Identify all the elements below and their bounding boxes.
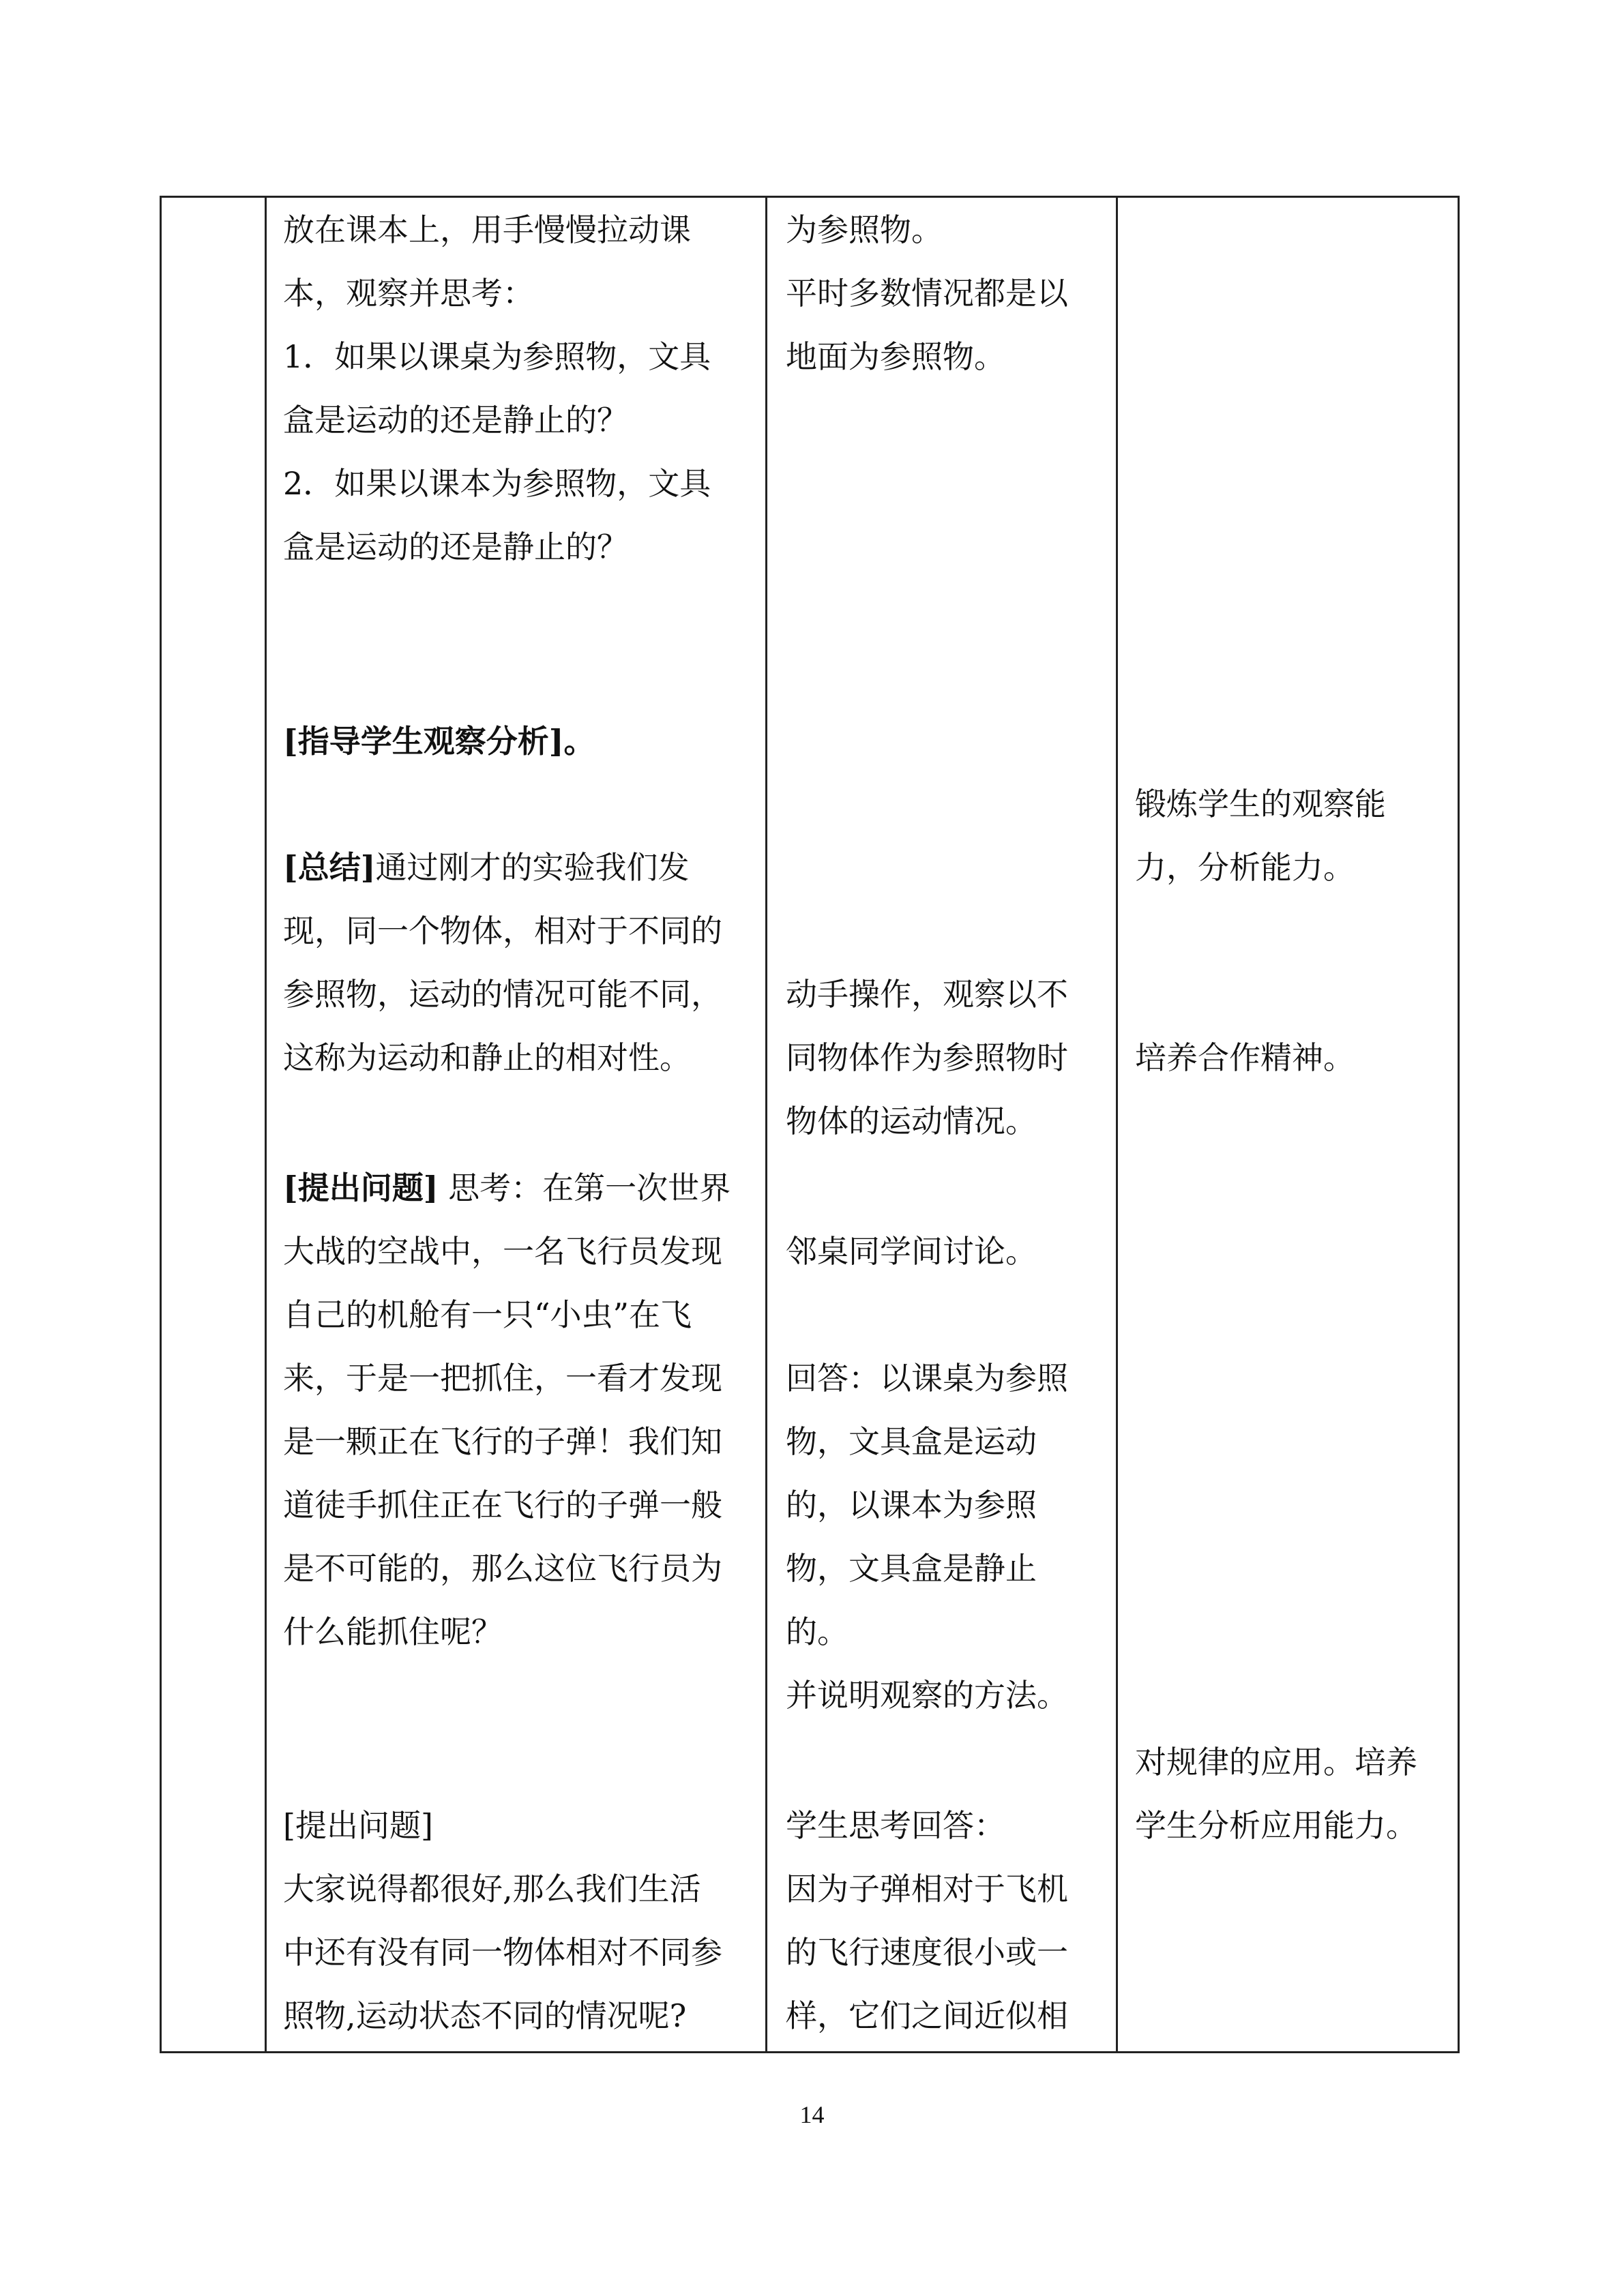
question-line (283, 1167, 730, 1208)
text-line: 同物体作为参照物时 (786, 1039, 1068, 1076)
text-line: 学生思考回答： (786, 1807, 1005, 1844)
summary-tag: [总结] (283, 849, 376, 886)
text-line: 邻桌同学间讨论。 (786, 1233, 1037, 1270)
text-line: 物，文具盒是静止 (786, 1550, 1037, 1587)
question-heading-2: [提出问题] (283, 1807, 433, 1844)
text-line: 中还有没有同一物体相对不同参 (283, 1934, 722, 1971)
text-line: 1．如果以课桌为参照物，文具 (283, 338, 711, 375)
question-tag: [提出问题] (283, 1169, 439, 1206)
text-line: 学生分析应用能力。 (1135, 1807, 1417, 1844)
text-line: 平时多数情况都是以 (786, 275, 1068, 312)
column-divider-1 (265, 196, 267, 2053)
text-line: 盒是运动的还是静止的？ (283, 402, 628, 438)
text-line: 放在课本上，用手慢慢拉动课 (283, 211, 691, 248)
text-line: 力，分析能力。 (1135, 849, 1355, 886)
text-line: 的，以课本为参照 (786, 1487, 1037, 1523)
text-line: 动手操作，观察以不 (786, 976, 1068, 1013)
summary-line (283, 847, 690, 888)
text-line: 本，观察并思考： (283, 275, 534, 312)
text-line: 这称为运动和静止的相对性。 (283, 1039, 691, 1076)
text-line: 什么能抓住呢？ (283, 1613, 503, 1650)
text-line: 大家说得都很好,那么我们生活 (283, 1870, 701, 1907)
text-line: 并说明观察的方法。 (786, 1677, 1068, 1714)
page-number: 14 (799, 2101, 825, 2128)
text-line: 现，同一个物体，相对于不同的 (283, 912, 722, 949)
text-line: 物，文具盒是运动 (786, 1423, 1037, 1460)
text-line: 锻炼学生的观察能 (1135, 786, 1386, 822)
design-intent-cell (1135, 196, 1457, 2053)
text-line: 照物,运动状态不同的情况呢? (283, 1997, 687, 2034)
text-line: 地面为参照物。 (786, 338, 1005, 375)
text-line: 来，于是一把抓住，一看才发现 (283, 1360, 722, 1397)
teacher-activity-cell (283, 196, 764, 2053)
summary-text: 通过刚才的实验我们发 (375, 849, 690, 886)
text-line: 大战的空战中，一名飞行员发现 (283, 1233, 722, 1270)
student-activity-cell (786, 196, 1114, 2053)
text-line: 回答：以课桌为参照 (786, 1360, 1068, 1397)
question-text: 思考：在第一次世界 (438, 1169, 731, 1206)
text-line: 自己的机舱有一只“小虫”在飞 (283, 1296, 692, 1333)
text-line: 是一颗正在飞行的子弹！我们知 (283, 1423, 722, 1460)
heading-guide-observation: [指导学生观察分析]。 (283, 723, 595, 760)
text-line: 因为子弹相对于飞机 (786, 1870, 1068, 1907)
column-1-cell (162, 196, 265, 2053)
text-line: 2．如果以课本为参照物，文具 (283, 465, 711, 502)
text-line: 样，它们之间近似相 (786, 1997, 1068, 2034)
column-divider-3 (1116, 196, 1118, 2053)
text-line: 的飞行速度很小或一 (786, 1934, 1068, 1971)
text-line: 物体的运动情况。 (786, 1103, 1037, 1139)
text-line: 参照物，运动的情况可能不同， (283, 976, 722, 1013)
text-line: 的。 (786, 1613, 848, 1650)
text-line: 对规律的应用。培养 (1135, 1744, 1417, 1780)
column-divider-2 (765, 196, 767, 2053)
text-line: 为参照物。 (786, 211, 943, 248)
text-line: 盒是运动的还是静止的？ (283, 528, 628, 565)
text-line: 培养合作精神。 (1135, 1039, 1355, 1076)
text-line: 道徒手抓住正在飞行的子弹一般 (283, 1487, 722, 1523)
text-line: 是不可能的，那么这位飞行员为 (283, 1550, 722, 1587)
